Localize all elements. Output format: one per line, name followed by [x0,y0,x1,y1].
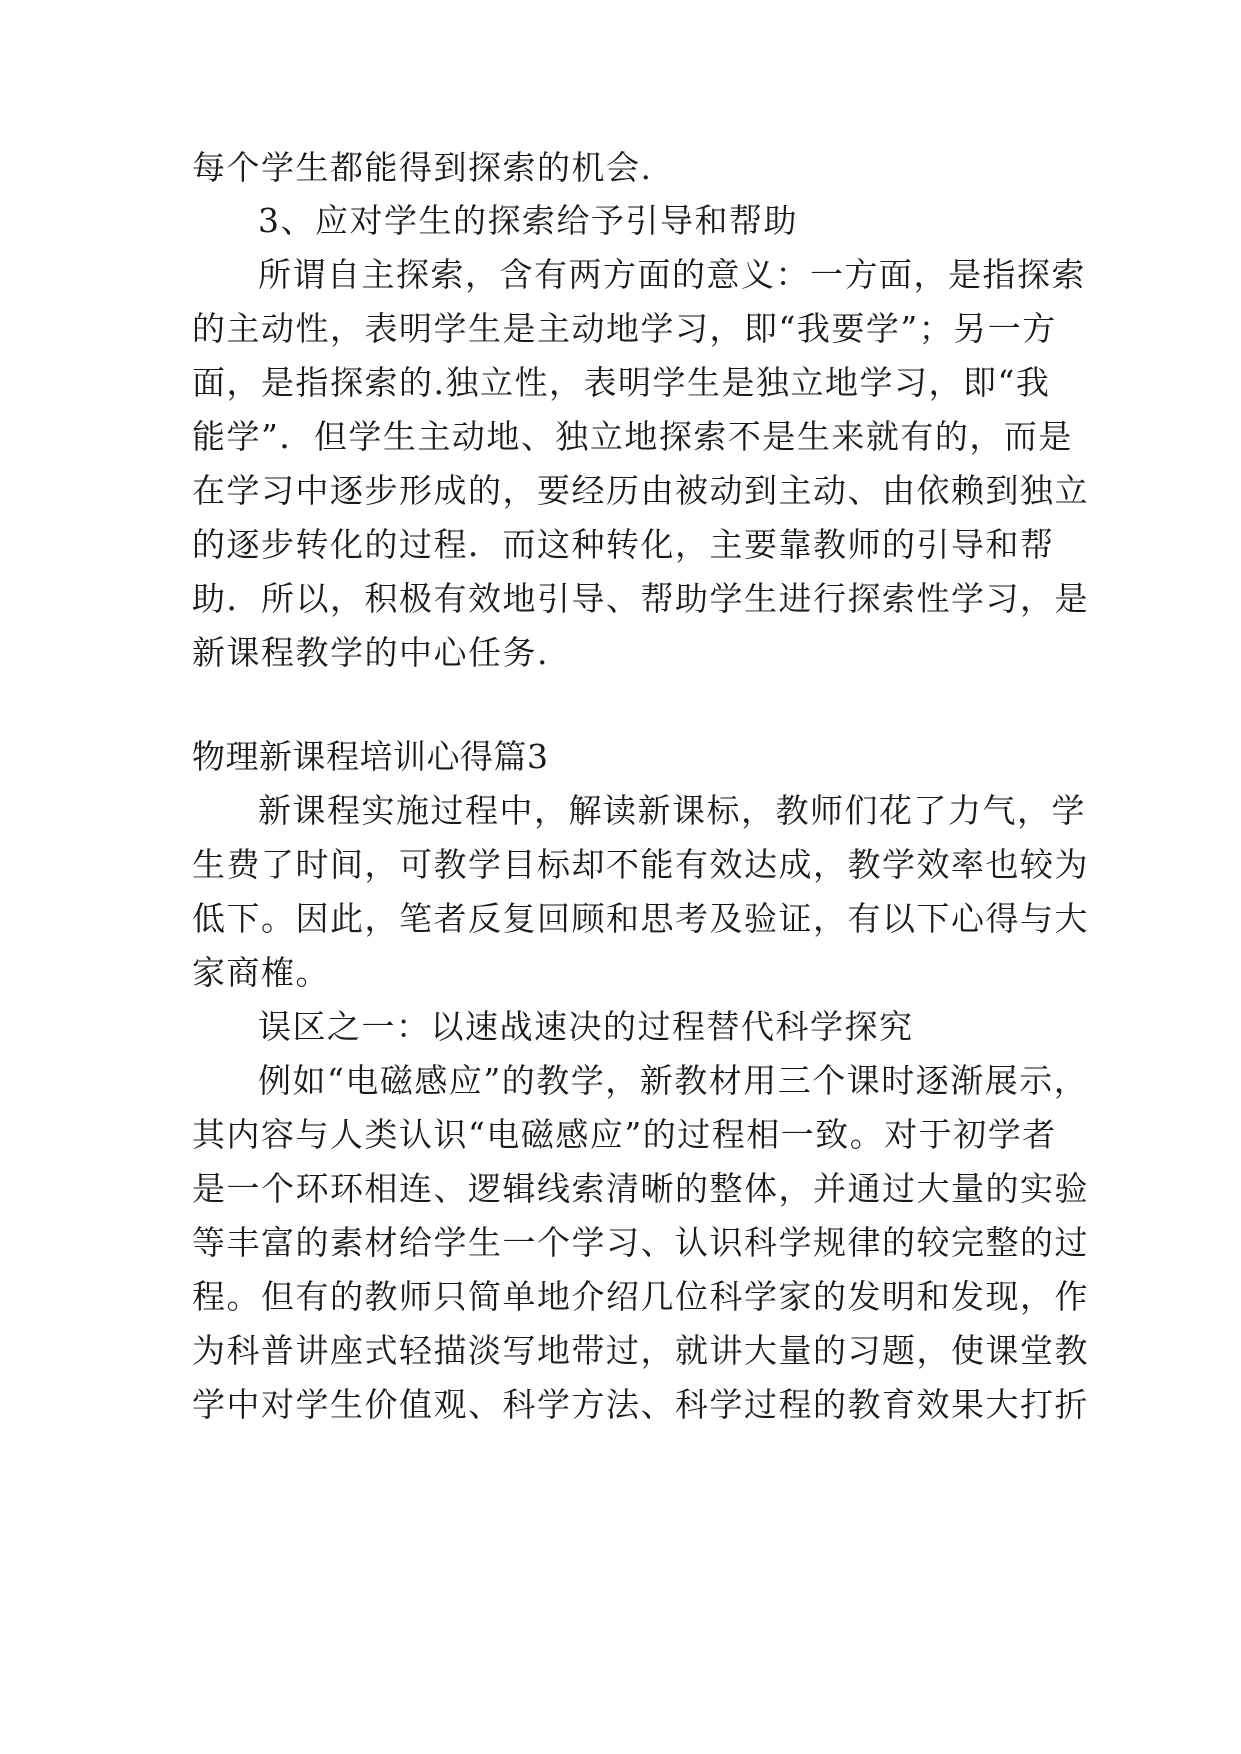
subsection-heading: 误区之一：以速战速决的过程替代科学探究 [258,1007,914,1046]
paragraph-line: 例如“电磁感应”的教学，新教材用三个课时逐渐展示， [258,1061,1089,1100]
paragraph-line: 助．所以，积极有效地引导、帮助学生进行探索性学习，是 [192,579,1089,618]
paragraph-line: 新课程教学的中心任务. [192,633,549,672]
paragraph-line: 等丰富的素材给学生一个学习、认识科学规律的较完整的过 [192,1223,1089,1262]
item-heading: 3、应对学生的探索给予引导和帮助 [258,201,798,240]
paragraph-line: 每个学生都能得到探索的机会. [192,148,653,187]
paragraph-line: 生费了时间，可教学目标却不能有效达成，教学效率也较为 [192,845,1089,884]
paragraph-line: 能学”．但学生主动地、独立地探索不是生来就有的，而是 [192,417,1073,456]
paragraph-line: 低下。因此，笔者反复回顾和思考及验证，有以下心得与大 [192,899,1089,938]
section-title: 物理新课程培训心得篇3 [192,737,549,776]
paragraph-line: 的逐步转化的过程．而这种转化，主要靠教师的引导和帮 [192,525,1055,564]
paragraph-line: 面，是指探索的.独立性，表明学生是独立地学习，即“我 [192,363,1051,402]
paragraph-line: 程。但有的教师只简单地介绍几位科学家的发明和发现，作 [192,1277,1089,1316]
paragraph-line: 为科普讲座式轻描淡写地带过，就讲大量的习题，使课堂教 [192,1331,1089,1370]
paragraph-line: 的主动性，表明学生是主动地学习，即“我要学”；另一方 [192,309,1057,348]
paragraph-line: 在学习中逐步形成的，要经历由被动到主动、由依赖到独立 [192,471,1089,510]
paragraph-line: 其内容与人类认识“电磁感应”的过程相一致。对于初学者 [192,1115,1057,1154]
paragraph-line: 是一个环环相连、逻辑线索清晰的整体，并通过大量的实验 [192,1169,1089,1208]
paragraph-line: 所谓自主探索，含有两方面的意义：一方面，是指探索 [258,255,1086,294]
paragraph-line: 学中对学生价值观、科学方法、科学过程的教育效果大打折 [192,1385,1089,1424]
paragraph-line: 家商榷。 [192,953,330,992]
paragraph-line: 新课程实施过程中，解读新课标，教师们花了力气，学 [258,791,1086,830]
